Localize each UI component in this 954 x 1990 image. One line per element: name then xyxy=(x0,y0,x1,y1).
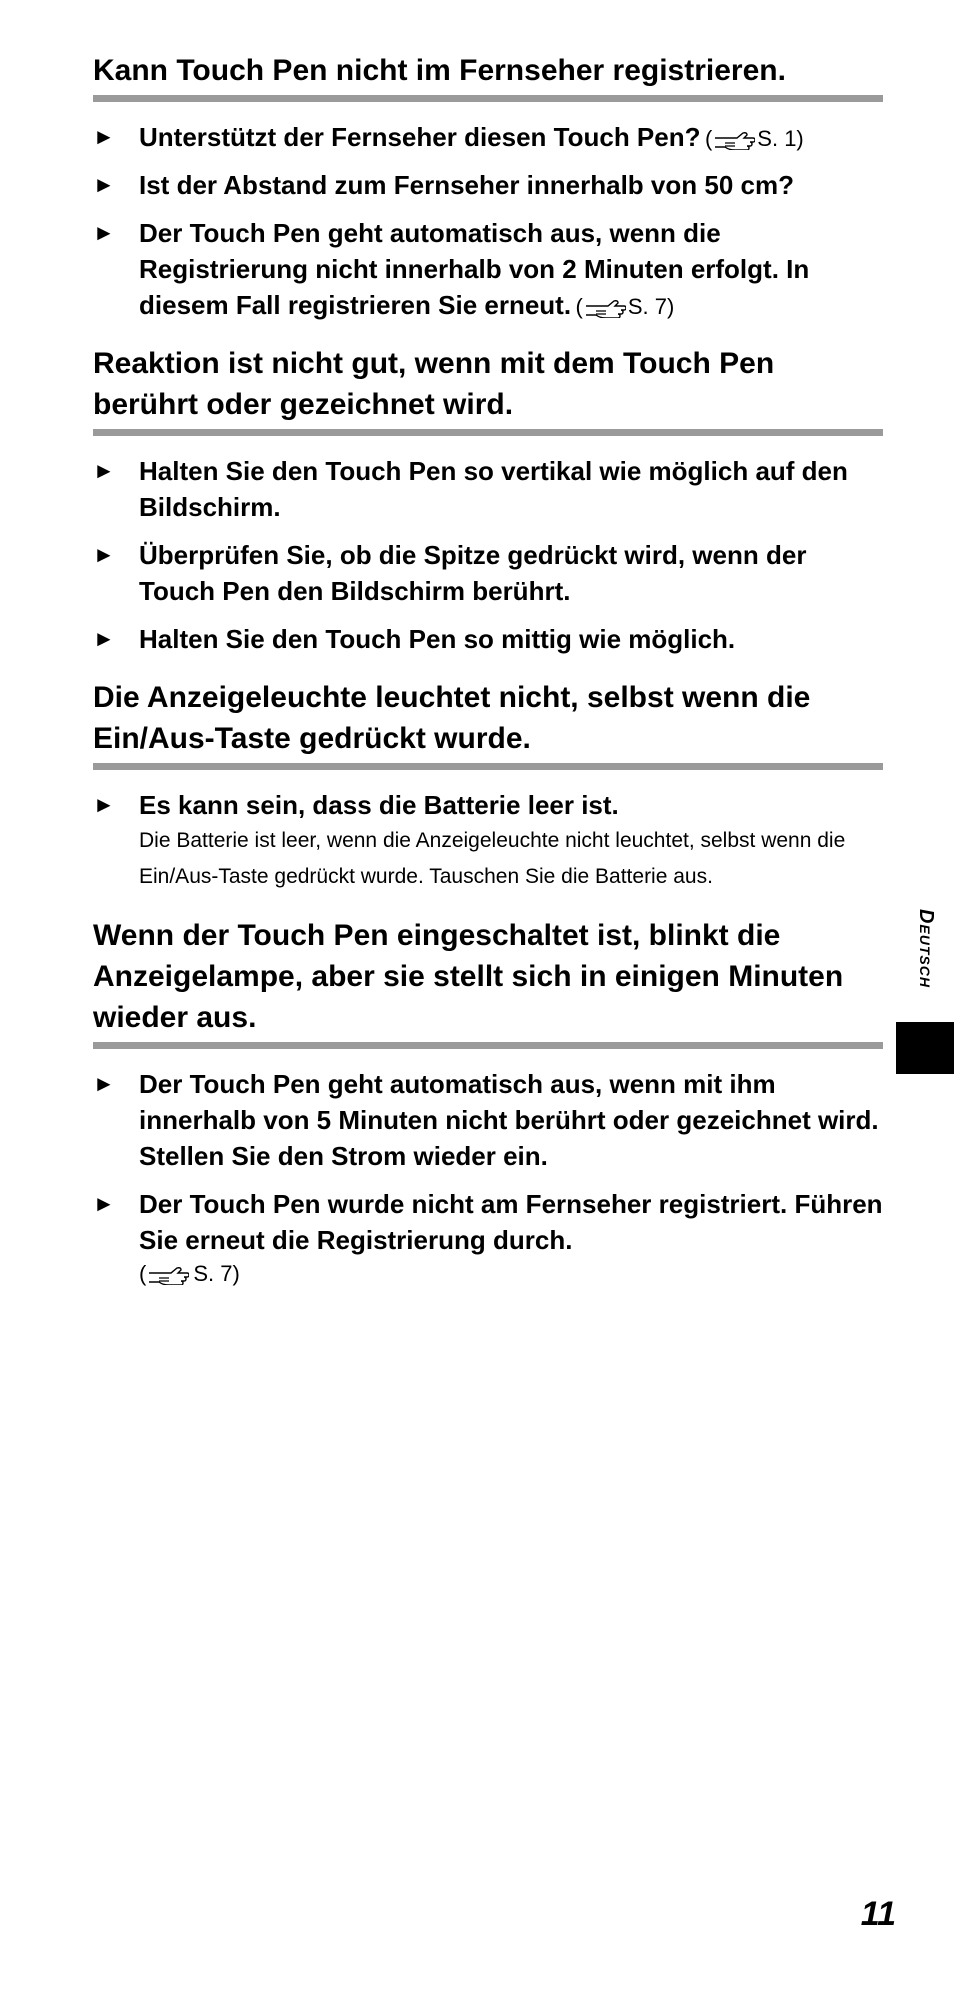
list-item xyxy=(93,167,883,203)
language-side-tab xyxy=(896,905,954,991)
section-heading: Reaktion ist nicht gut, wenn mit dem Touch Pen berührt oder gezeichnet wird. xyxy=(93,347,775,421)
item-text: Ist der Abstand zum Fernseher innerhalb von 50 cm? xyxy=(139,170,794,200)
item-text: Der Touch Pen geht automatisch aus, wenn mit ihm innerhalb von 5 Minuten nicht berührt oder gezeichnet wird. Stellen Sie den Strom wieder ein. xyxy=(139,1069,879,1171)
list-item xyxy=(93,453,883,525)
list-item xyxy=(93,119,883,155)
list-item xyxy=(93,621,883,657)
item-description: Die Batterie ist leer, wenn die Anzeigeleuchte nicht leuchtet, selbst wenn die Ein/Aus-Taste gedrückt wurde. Tauschen Sie die Batterie aus. xyxy=(139,829,846,888)
bullet-arrow-icon xyxy=(93,787,139,823)
page-reference: ( S. 1) xyxy=(704,126,804,151)
language-label: Deutsch xyxy=(914,908,937,988)
item-text: Es kann sein, dass die Batterie leer ist. xyxy=(139,790,619,820)
pointing-hand-icon xyxy=(713,130,755,150)
section-poor-response xyxy=(93,343,883,657)
pointing-hand-icon xyxy=(584,298,626,318)
page-reference: ( S. 7) xyxy=(575,294,675,319)
section-indicator-off xyxy=(93,677,883,895)
list-item xyxy=(93,1186,883,1290)
item-text: Der Touch Pen geht automatisch aus, wenn die Registrierung nicht innerhalb von 2 Minuten erfolgt. In diesem Fall registrieren Sie erneut. xyxy=(139,218,810,320)
item-text: Der Touch Pen wurde nicht am Fernseher registriert. Führen Sie erneut die Registrierung durch. xyxy=(139,1189,883,1255)
list-item xyxy=(93,537,883,609)
section-heading: Die Anzeigeleuchte leuchtet nicht, selbst wenn die Ein/Aus-Taste gedrückt wurde. xyxy=(93,681,811,755)
item-text: Überprüfen Sie, ob die Spitze gedrückt wird, wenn der Touch Pen den Bildschirm berührt. xyxy=(139,540,807,606)
bullet-arrow-icon xyxy=(93,1066,139,1102)
list-item xyxy=(93,787,883,895)
section-heading: Kann Touch Pen nicht im Fernseher registrieren. xyxy=(93,54,786,87)
heading-rule xyxy=(93,1042,883,1049)
item-text: Unterstützt der Fernseher diesen Touch Pen? xyxy=(139,122,701,152)
section-not-registering xyxy=(93,50,883,323)
list-item xyxy=(93,215,883,323)
bullet-arrow-icon xyxy=(93,1186,139,1222)
list-item xyxy=(93,1066,883,1174)
bullet-arrow-icon xyxy=(93,119,139,155)
section-blinks-then-off xyxy=(93,915,883,1290)
pointing-hand-icon xyxy=(147,1265,189,1285)
page-reference: ( S. 7) xyxy=(139,1261,240,1286)
bullet-arrow-icon xyxy=(93,621,139,657)
item-text: Halten Sie den Touch Pen so vertikal wie möglich auf den Bildschirm. xyxy=(139,456,848,522)
item-text: Halten Sie den Touch Pen so mittig wie möglich. xyxy=(139,624,736,654)
page-number: 11 xyxy=(860,1895,896,1933)
bullet-arrow-icon xyxy=(93,215,139,251)
bullet-arrow-icon xyxy=(93,537,139,573)
heading-rule xyxy=(93,95,883,102)
heading-rule xyxy=(93,429,883,436)
bullet-arrow-icon xyxy=(93,453,139,489)
section-heading: Wenn der Touch Pen eingeschaltet ist, blinkt die Anzeigelampe, aber sie stellt sich in einigen Minuten wieder aus. xyxy=(93,919,844,1034)
document-body xyxy=(93,50,883,1310)
language-tab-marker xyxy=(896,1022,954,1074)
heading-rule xyxy=(93,763,883,770)
bullet-arrow-icon xyxy=(93,167,139,203)
